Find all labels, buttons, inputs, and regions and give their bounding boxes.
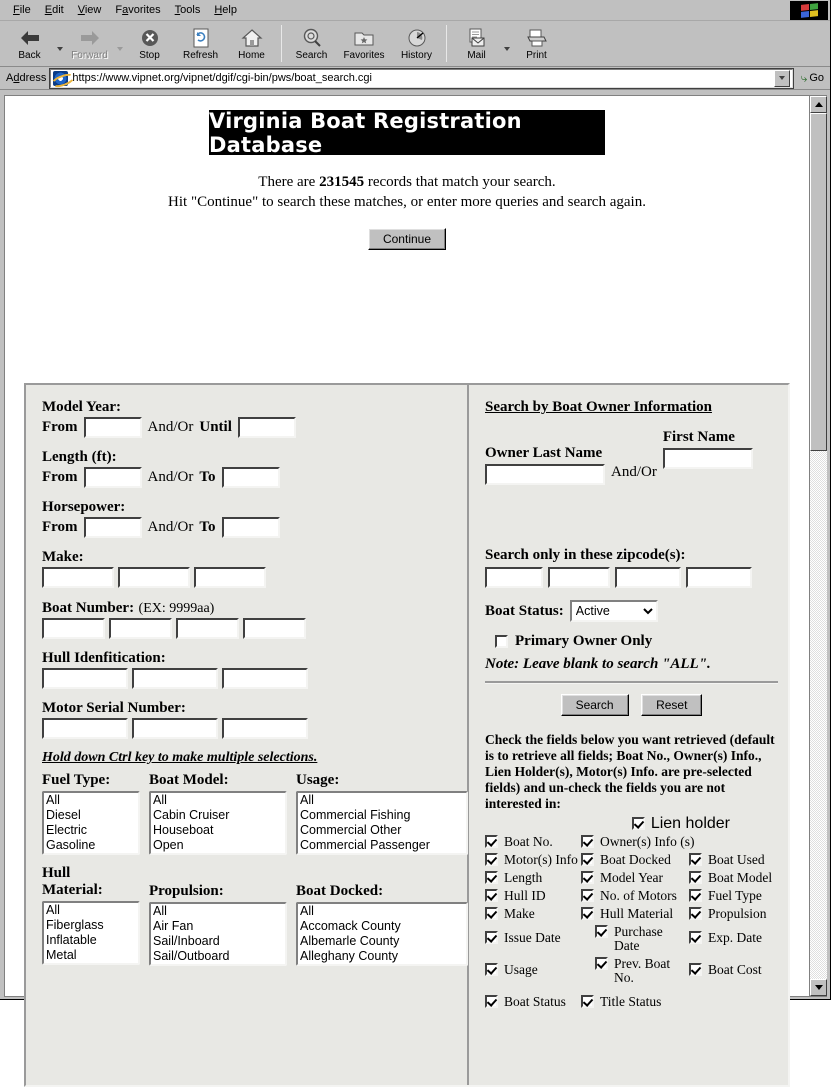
checkbox-label-model-year: Model Year bbox=[600, 870, 663, 885]
home-icon bbox=[241, 27, 263, 49]
multi-select-hint: Hold down Ctrl key to make multiple selections. bbox=[42, 750, 318, 765]
make-input-2[interactable] bbox=[118, 567, 190, 588]
horsepower-to-label: To bbox=[199, 519, 216, 535]
hull-id-input-1[interactable] bbox=[42, 668, 128, 689]
primary-owner-row bbox=[495, 633, 778, 650]
owner-last-name-label: Owner Last Name bbox=[485, 445, 603, 461]
records-suffix: records that match your search. bbox=[364, 174, 556, 190]
length-from-input[interactable] bbox=[84, 467, 142, 488]
blank-search-note: Note: Leave blank to search "ALL". bbox=[485, 656, 711, 672]
checkbox-hull-material[interactable] bbox=[581, 907, 594, 920]
boat-model-block bbox=[149, 772, 287, 856]
forward-dropdown-caret-icon[interactable] bbox=[115, 21, 124, 66]
checkbox-label-lien-holder: Lien holder bbox=[650, 815, 730, 832]
action-buttons-row bbox=[485, 694, 778, 716]
boat-status-label: Boat Status: bbox=[485, 602, 564, 619]
propulsion-select[interactable] bbox=[149, 902, 287, 966]
checkbox-label-no-of-motors: No. of Motors bbox=[600, 888, 677, 903]
checkbox-label-purchase-date: Purchase Date bbox=[614, 924, 663, 953]
go-arrow-icon: ⤷ bbox=[800, 70, 808, 85]
checkbox-boat-model[interactable] bbox=[689, 871, 702, 884]
boat-number-label-row bbox=[42, 599, 467, 617]
zipcode-group bbox=[485, 547, 778, 588]
checkbox-exp-date[interactable] bbox=[689, 931, 702, 944]
checkbox-label-boat-status: Boat Status bbox=[504, 994, 566, 1009]
checkbox-fuel-type[interactable] bbox=[689, 889, 702, 902]
checkbox-label-issue-date: Issue Date bbox=[504, 930, 561, 945]
length-to-input[interactable] bbox=[222, 467, 280, 488]
checkbox-motors-info[interactable] bbox=[485, 853, 498, 866]
browser-viewport bbox=[4, 95, 827, 1009]
length-to-label: To bbox=[199, 469, 216, 485]
primary-owner-checkbox[interactable] bbox=[495, 635, 508, 648]
checkbox-label-exp-date: Exp. Date bbox=[708, 930, 762, 945]
toolbar-refresh-button[interactable] bbox=[175, 21, 226, 66]
address-url-text: https://www.vipnet.org/vipnet/dgif/cgi-bin/pws/boat_search.cgi bbox=[72, 72, 372, 84]
length-andor-label: And/Or bbox=[147, 469, 194, 485]
section-divider bbox=[485, 681, 778, 684]
continue-hint: Hit "Continue" to search these matches, or enter more queries and search again. bbox=[168, 194, 646, 210]
checkbox-label-propulsion: Propulsion bbox=[708, 906, 767, 921]
checkbox-label-make: Make bbox=[504, 906, 535, 921]
toolbar-favorites-button[interactable] bbox=[337, 21, 391, 66]
checkbox-purchase-date[interactable] bbox=[595, 925, 608, 938]
toolbar-back-label: Back bbox=[18, 49, 41, 61]
make-group bbox=[42, 549, 467, 588]
horsepower-group bbox=[42, 499, 467, 538]
toolbar-separator-2 bbox=[446, 25, 447, 62]
zipcode-input-1[interactable] bbox=[485, 567, 543, 588]
search-form-panel bbox=[24, 383, 790, 1087]
usage-select[interactable] bbox=[296, 791, 468, 855]
checkbox-label-owners-info: Owner(s) Info (s) bbox=[600, 834, 695, 849]
checkbox-cell-title-status bbox=[581, 995, 689, 1009]
menu-item-file[interactable]: File bbox=[13, 4, 31, 16]
hull-material-select[interactable] bbox=[42, 901, 140, 965]
scroll-up-arrow-icon bbox=[815, 102, 823, 107]
records-count: 231545 bbox=[319, 174, 365, 190]
checkbox-label-motors-info: Motor(s) Info bbox=[504, 852, 578, 867]
checkbox-cell-propulsion bbox=[689, 907, 778, 921]
retrieve-fields-grid bbox=[485, 835, 778, 1009]
address-input[interactable] bbox=[50, 69, 792, 88]
boat-docked-select[interactable] bbox=[296, 902, 468, 966]
checkbox-prev-boat-no[interactable] bbox=[595, 957, 608, 970]
address-bar bbox=[0, 67, 830, 90]
back-dropdown-caret-icon[interactable] bbox=[55, 21, 64, 66]
checkbox-label-boat-no: Boat No. bbox=[504, 834, 553, 849]
checkbox-length[interactable] bbox=[485, 871, 498, 884]
horsepower-from-label: From bbox=[42, 519, 78, 535]
boat-number-input-2[interactable] bbox=[109, 618, 172, 639]
owner-name-row bbox=[485, 429, 778, 485]
checkbox-label-prev-boat-no: Prev. Boat No. bbox=[614, 956, 671, 985]
owner-first-name-label: First Name bbox=[662, 429, 735, 445]
checkbox-cell-usage bbox=[485, 963, 581, 985]
checkbox-lien-holder[interactable] bbox=[632, 817, 645, 830]
boat-criteria-column bbox=[26, 385, 467, 1085]
usage-block bbox=[296, 772, 468, 856]
checkbox-cell-boat-used bbox=[689, 853, 778, 867]
toolbar-mail-button[interactable] bbox=[451, 21, 502, 66]
horsepower-to-input[interactable] bbox=[222, 517, 280, 538]
internet-explorer-icon bbox=[53, 71, 68, 86]
checkbox-no-of-motors[interactable] bbox=[581, 889, 594, 902]
boat-number-input-1[interactable] bbox=[42, 618, 105, 639]
boat-number-group bbox=[42, 599, 467, 639]
back-arrow-icon bbox=[19, 27, 41, 49]
address-dropdown-button[interactable] bbox=[774, 70, 790, 87]
checkbox-owners-info[interactable] bbox=[581, 835, 594, 848]
model-year-until-input[interactable] bbox=[238, 417, 296, 438]
checkbox-label-length: Length bbox=[504, 870, 543, 885]
propulsion-label: Propulsion: bbox=[149, 883, 224, 899]
owner-criteria-column bbox=[469, 385, 788, 1085]
checkbox-cell-make bbox=[485, 907, 581, 921]
lien-holder-row bbox=[485, 817, 778, 831]
make-label: Make: bbox=[42, 549, 84, 565]
motor-serial-label: Motor Serial Number: bbox=[42, 700, 186, 716]
toolbar-forward-button[interactable] bbox=[64, 21, 115, 66]
checkbox-cell-boat-cost bbox=[689, 963, 778, 985]
fuel-type-select[interactable] bbox=[42, 791, 140, 855]
length-label: Length (ft): bbox=[42, 449, 117, 465]
hull-id-label: Hull Idenfitication: bbox=[42, 650, 166, 666]
owner-last-name-input[interactable] bbox=[485, 464, 605, 485]
page-scrollbar[interactable] bbox=[809, 96, 826, 996]
checkbox-cell-lien-holder bbox=[632, 817, 730, 831]
boat-docked-block bbox=[296, 883, 468, 967]
toolbar-mail-label: Mail bbox=[467, 49, 486, 61]
checkbox-boat-status[interactable] bbox=[485, 995, 498, 1008]
hull-material-label: Hull Material: bbox=[42, 865, 103, 898]
checkbox-title-status[interactable] bbox=[581, 995, 594, 1008]
fuel-type-label: Fuel Type: bbox=[42, 772, 111, 788]
checkbox-label-hull-material: Hull Material bbox=[600, 906, 674, 921]
checkbox-label-boat-used: Boat Used bbox=[708, 852, 765, 867]
checkbox-cell-owners-info bbox=[581, 835, 778, 849]
owner-last-name-block bbox=[485, 444, 605, 485]
checkbox-model-year[interactable] bbox=[581, 871, 594, 884]
continue-row bbox=[5, 228, 809, 250]
mail-dropdown-caret-icon[interactable] bbox=[502, 21, 511, 66]
boat-model-select[interactable] bbox=[149, 791, 287, 855]
mail-icon bbox=[467, 27, 487, 49]
model-year-group bbox=[42, 399, 467, 438]
search-icon bbox=[302, 27, 322, 49]
toolbar-refresh-label: Refresh bbox=[182, 49, 218, 61]
motor-serial-input-3[interactable] bbox=[222, 718, 308, 739]
zipcode-input-4[interactable] bbox=[686, 567, 752, 588]
records-prefix: There are bbox=[258, 174, 320, 190]
checkbox-boat-cost[interactable] bbox=[689, 963, 702, 976]
search-summary bbox=[5, 172, 809, 212]
scroll-down-arrow-icon bbox=[815, 985, 823, 990]
boat-status-group bbox=[485, 600, 778, 622]
refresh-icon bbox=[192, 27, 210, 49]
checkbox-cell-model-year bbox=[581, 871, 689, 885]
zipcode-input-2[interactable] bbox=[548, 567, 610, 588]
menu-item-favorites[interactable]: Favorites bbox=[115, 4, 161, 16]
motor-serial-input-2[interactable] bbox=[132, 718, 218, 739]
boat-status-select[interactable] bbox=[570, 600, 658, 622]
hull-id-input-3[interactable] bbox=[222, 668, 308, 689]
hull-id-input-2[interactable] bbox=[132, 668, 218, 689]
checkbox-boat-docked[interactable] bbox=[581, 853, 594, 866]
continue-button[interactable]: Continue bbox=[368, 228, 446, 250]
checkbox-label-title-status: Title Status bbox=[600, 994, 662, 1009]
menu-bar bbox=[0, 0, 830, 21]
checkbox-propulsion[interactable] bbox=[689, 907, 702, 920]
boat-number-input-4[interactable] bbox=[243, 618, 306, 639]
horsepower-from-input[interactable] bbox=[84, 517, 142, 538]
checkbox-cell-hull-material bbox=[581, 907, 689, 921]
boat-model-label: Boat Model: bbox=[149, 772, 229, 788]
owner-andor-label: And/Or bbox=[611, 464, 657, 480]
toolbar-stop-label: Stop bbox=[139, 49, 160, 61]
address-label: Address bbox=[6, 72, 47, 84]
toolbar-print-button[interactable] bbox=[511, 21, 562, 66]
checkbox-cell-boat-docked bbox=[581, 853, 689, 867]
checkbox-issue-date[interactable] bbox=[485, 931, 498, 944]
checkbox-boat-used[interactable] bbox=[689, 853, 702, 866]
checkbox-cell-exp-date bbox=[689, 931, 778, 953]
forward-arrow-icon bbox=[79, 27, 101, 49]
primary-owner-label: Primary Owner Only bbox=[515, 633, 653, 649]
toolbar-search-label: Search bbox=[295, 49, 328, 61]
toolbar-stop-button[interactable] bbox=[124, 21, 175, 66]
checkbox-cell-boat-model bbox=[689, 871, 778, 885]
boat-number-label: Boat Number: bbox=[42, 600, 135, 616]
checkbox-label-boat-model: Boat Model bbox=[708, 870, 773, 885]
model-year-andor-label: And/Or bbox=[147, 419, 194, 435]
page-title-banner bbox=[209, 110, 605, 155]
checkbox-cell-motors-info bbox=[485, 853, 581, 867]
horsepower-andor-label: And/Or bbox=[147, 519, 194, 535]
zipcode-label: Search only in these zipcode(s): bbox=[485, 547, 686, 563]
fuel-type-block bbox=[42, 772, 140, 856]
checkbox-hull-id[interactable] bbox=[485, 889, 498, 902]
checkbox-make[interactable] bbox=[485, 907, 498, 920]
model-year-label: Model Year: bbox=[42, 399, 121, 415]
checkbox-cell-boat-no bbox=[485, 835, 581, 849]
checkbox-cell-no-of-motors bbox=[581, 889, 689, 903]
scrollbar-track[interactable] bbox=[810, 113, 827, 979]
checkbox-cell-purchase-date bbox=[581, 925, 689, 953]
toolbar-history-label: History bbox=[400, 49, 433, 61]
model-year-from-input[interactable] bbox=[84, 417, 142, 438]
checkbox-cell-prev-boat-no bbox=[581, 957, 689, 985]
model-year-from-label: From bbox=[42, 419, 78, 435]
toolbar-home-button[interactable] bbox=[226, 21, 277, 66]
make-input-3[interactable] bbox=[194, 567, 266, 588]
hull-id-group bbox=[42, 650, 467, 689]
go-label: Go bbox=[809, 72, 824, 84]
toolbar-back-button[interactable] bbox=[4, 21, 55, 66]
toolbar-history-button[interactable] bbox=[391, 21, 442, 66]
make-input-1[interactable] bbox=[42, 567, 114, 588]
owner-first-name-block bbox=[663, 429, 753, 485]
boat-number-example: (EX: 9999aa) bbox=[138, 601, 215, 616]
toolbar-forward-label: Forward bbox=[71, 49, 108, 61]
page-title: Virginia Boat Registration Database bbox=[209, 108, 522, 157]
propulsion-block bbox=[149, 883, 287, 967]
checkbox-usage[interactable] bbox=[485, 963, 498, 976]
checkbox-label-boat-cost: Boat Cost bbox=[708, 962, 762, 977]
menu-item-edit[interactable]: Edit bbox=[44, 4, 64, 16]
toolbar-print-label: Print bbox=[526, 49, 547, 61]
menu-item-view[interactable]: View bbox=[77, 4, 102, 16]
zipcode-input-3[interactable] bbox=[615, 567, 681, 588]
scrollbar-thumb[interactable] bbox=[810, 113, 827, 451]
toolbar-favorites-label: Favorites bbox=[343, 49, 385, 61]
toolbar-home-label: Home bbox=[238, 49, 265, 61]
checkbox-label-fuel-type: Fuel Type bbox=[708, 888, 762, 903]
boat-docked-label: Boat Docked: bbox=[296, 883, 384, 899]
browser-toolbar bbox=[0, 21, 830, 67]
checkbox-label-usage: Usage bbox=[504, 962, 538, 977]
search-button[interactable]: Search bbox=[561, 694, 629, 716]
print-icon bbox=[526, 27, 548, 49]
select-row-2 bbox=[42, 865, 467, 967]
checkbox-cell-length bbox=[485, 871, 581, 885]
checkbox-cell-hull-id bbox=[485, 889, 581, 903]
owner-first-name-input[interactable] bbox=[663, 448, 753, 469]
windows-logo-icon bbox=[790, 1, 828, 20]
checkbox-cell-fuel-type bbox=[689, 889, 778, 903]
history-icon bbox=[407, 27, 427, 49]
length-group bbox=[42, 449, 467, 488]
menu-item-help[interactable]: Help bbox=[214, 4, 237, 16]
go-button[interactable] bbox=[797, 71, 828, 86]
stop-icon bbox=[140, 27, 160, 49]
checkbox-label-boat-docked: Boat Docked bbox=[600, 852, 671, 867]
owner-section-heading: Search by Boat Owner Information bbox=[485, 399, 712, 415]
checkbox-label-hull-id: Hull ID bbox=[504, 888, 546, 903]
favorites-icon bbox=[354, 27, 374, 49]
model-year-until-label: Until bbox=[199, 419, 232, 435]
length-from-label: From bbox=[42, 469, 78, 485]
menu-item-tools[interactable]: Tools bbox=[174, 4, 201, 16]
toolbar-search-button[interactable] bbox=[286, 21, 337, 66]
motor-serial-input-1[interactable] bbox=[42, 718, 128, 739]
toolbar-separator bbox=[281, 25, 282, 62]
usage-label: Usage: bbox=[296, 772, 340, 788]
web-page bbox=[5, 96, 809, 1009]
checkbox-cell-issue-date bbox=[485, 931, 581, 953]
select-row-1 bbox=[42, 772, 467, 856]
boat-number-input-3[interactable] bbox=[176, 618, 239, 639]
field-selection-instructions: Check the fields below you want retrieved (default is to retrieve all fields; Boat No., Owner(s) Info., Lien Holder(s), Motor(s) Info. are pre-selected fields) and un-check the fields you are not interested in: bbox=[485, 732, 775, 811]
checkbox-boat-no[interactable] bbox=[485, 835, 498, 848]
hull-material-block bbox=[42, 865, 140, 966]
horsepower-label: Horsepower: bbox=[42, 499, 126, 515]
scrollbar-up-button[interactable] bbox=[810, 96, 827, 113]
records-line bbox=[5, 172, 809, 192]
motor-serial-group bbox=[42, 700, 467, 739]
scrollbar-down-button[interactable] bbox=[810, 979, 827, 996]
checkbox-cell-boat-status bbox=[485, 995, 581, 1009]
reset-button[interactable]: Reset bbox=[641, 694, 702, 716]
